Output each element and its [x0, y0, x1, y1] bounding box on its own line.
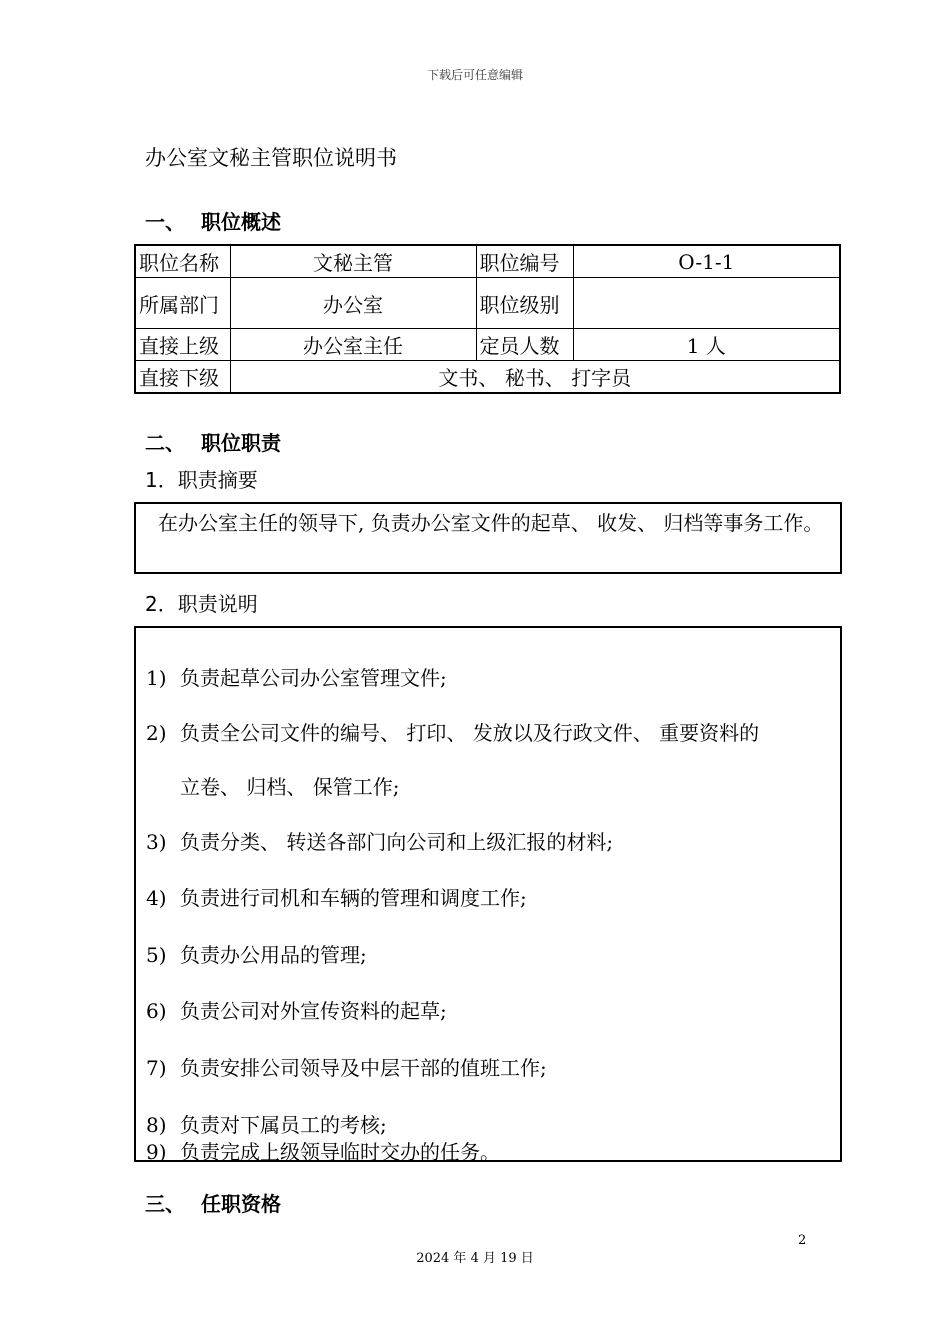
header-note: 下载后可任意编辑 — [426, 68, 523, 82]
overview-table — [134, 244, 841, 394]
value-direct-subordinates: 文书、 秘书、 打字员 — [230, 361, 840, 394]
section-2-number: 二、 — [145, 431, 185, 455]
label-position-name: 职位名称 — [135, 245, 230, 278]
value-position-code: O-1-1 — [573, 245, 840, 278]
section-1-heading — [145, 206, 281, 235]
subheading-summary: 1．职责摘要 — [145, 468, 258, 492]
section-2-title: 职位职责 — [201, 431, 281, 455]
table-row — [135, 278, 840, 329]
label-headcount: 定员人数 — [476, 329, 573, 361]
label-direct-subordinates: 直接下级 — [135, 361, 230, 394]
label-department: 所属部门 — [135, 278, 230, 329]
label-direct-superior: 直接上级 — [135, 329, 230, 361]
section-3-heading — [145, 1188, 281, 1217]
value-direct-superior: 办公室主任 — [230, 329, 476, 361]
subheading-duties: 2．职责说明 — [145, 592, 258, 616]
value-headcount: 1 人 — [573, 329, 840, 361]
list-item-continuation: 立卷、 归档、 保管工作; — [180, 775, 400, 799]
table-row — [135, 245, 840, 278]
footer-date: 2024 年 4 月 19 日 — [416, 1251, 534, 1266]
duties-box — [134, 626, 842, 1162]
label-position-level: 职位级别 — [476, 278, 573, 329]
list-item: 1) 负责起草公司办公室管理文件; — [146, 666, 447, 690]
value-position-name: 文秘主管 — [230, 245, 476, 278]
section-2-heading — [145, 427, 281, 456]
list-item: 8) 负责对下属员工的考核; — [146, 1113, 387, 1137]
page-number: 2 — [798, 1233, 807, 1248]
list-item: 5) 负责办公用品的管理; — [146, 943, 367, 967]
section-3-number: 三、 — [145, 1192, 185, 1216]
list-item: 7) 负责安排公司领导及中层干部的值班工作; — [146, 1056, 547, 1080]
list-item: 3) 负责分类、 转送各部门向公司和上级汇报的材料; — [146, 830, 614, 854]
list-item: 6) 负责公司对外宣传资料的起草; — [146, 999, 447, 1023]
summary-box — [134, 502, 842, 574]
list-item: 9) 负责完成上级领导临时交办的任务。 — [146, 1140, 500, 1164]
list-item: 4) 负责进行司机和车辆的管理和调度工作; — [146, 886, 527, 910]
table-row — [135, 329, 840, 361]
summary-text: 在办公室主任的领导下, 负责办公室文件的起草、 收发、 归档等事务工作。 — [158, 511, 824, 535]
section-1-title: 职位概述 — [201, 210, 281, 234]
section-3-title: 任职资格 — [201, 1192, 281, 1216]
section-1-number: 一、 — [145, 210, 185, 234]
list-item: 2) 负责全公司文件的编号、 打印、 发放以及行政文件、 重要资料的 — [146, 721, 760, 745]
value-position-level — [573, 278, 840, 329]
document-title: 办公室文秘主管职位说明书 — [145, 146, 397, 170]
table-row — [135, 361, 840, 394]
value-department: 办公室 — [230, 278, 476, 329]
label-position-code: 职位编号 — [476, 245, 573, 278]
